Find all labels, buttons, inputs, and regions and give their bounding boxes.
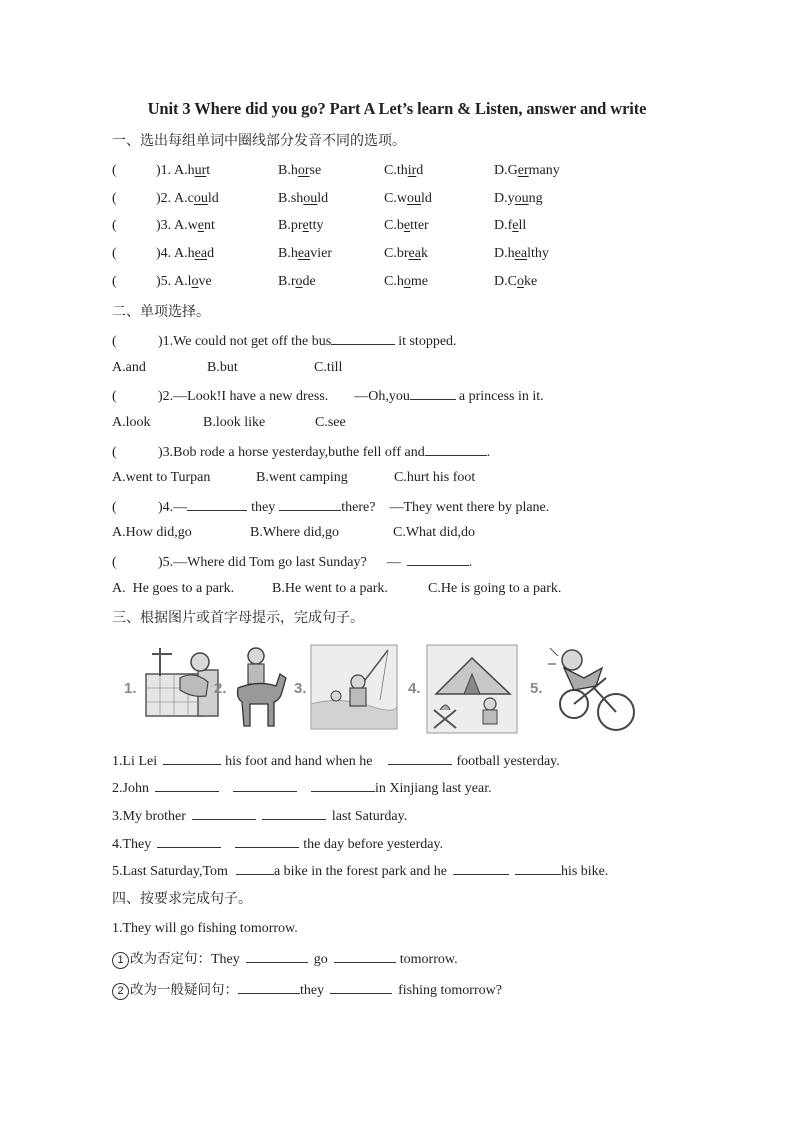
option-b — [278, 272, 316, 292]
answer-blank[interactable] — [330, 979, 392, 994]
option-c — [384, 161, 423, 181]
marked-letters: o — [516, 274, 524, 289]
horse-riding-illustration — [230, 644, 290, 732]
circled-number-1: 1 — [112, 952, 129, 969]
word-part: ll — [518, 218, 527, 233]
word-part: ld — [317, 191, 329, 206]
option-a — [174, 189, 219, 209]
marked-letters: ou — [303, 191, 318, 206]
picture-number: 2. — [214, 680, 227, 697]
word-part: C.b — [384, 218, 404, 233]
option-c — [384, 244, 428, 264]
marked-letters: ir — [407, 163, 417, 178]
word-part: B.h — [278, 163, 298, 178]
word-part: nt — [203, 218, 215, 233]
negative-form-line: 1 改为否定句：They go tomorrow. — [112, 948, 458, 968]
word-part: many — [528, 163, 560, 178]
answer-blank[interactable] — [311, 777, 375, 792]
answer-blank[interactable] — [236, 860, 274, 875]
question-number: )2. — [156, 191, 172, 206]
answer-blank[interactable] — [410, 385, 456, 400]
picture-number: 4. — [408, 680, 421, 697]
word-part: B.h — [278, 246, 298, 261]
word-part: D.h — [494, 246, 515, 261]
option-b — [278, 189, 328, 209]
marked-letters: o — [295, 274, 303, 289]
word-part: C.h — [384, 274, 404, 289]
option-d — [494, 272, 537, 292]
marked-letters: o — [191, 274, 199, 289]
option-d — [494, 216, 526, 236]
word-part: ve — [198, 274, 212, 289]
word-part: ng — [528, 191, 543, 206]
camping-illustration — [426, 644, 518, 734]
option-c — [384, 189, 432, 209]
mc-question-3: ( )3.Bob rode a horse yesterday,buthe fell off and . — [112, 441, 490, 461]
marked-letters: o — [403, 274, 411, 289]
marked-letters: ea — [297, 246, 311, 261]
marked-letters: e — [302, 218, 309, 233]
word-part: C.th — [384, 163, 408, 178]
marked-letters: ou — [193, 191, 208, 206]
answer-blank[interactable] — [279, 496, 341, 511]
word-part: tter — [410, 218, 429, 233]
answer-blank[interactable] — [187, 496, 247, 511]
word-part: se — [309, 163, 322, 178]
option-b — [278, 161, 321, 181]
marked-letters: e — [512, 218, 519, 233]
answer-blank[interactable] — [155, 777, 219, 792]
option-a — [174, 244, 214, 264]
word-part: B.r — [278, 274, 296, 289]
circled-number-2: 2 — [112, 983, 129, 1000]
answer-blank[interactable] — [331, 330, 395, 345]
mc-question-5: ( )5.—Where did Tom go last Sunday? — . — [112, 551, 472, 571]
word-part: d — [416, 163, 424, 178]
answer-blank[interactable] — [157, 833, 221, 848]
word-part: D.f — [494, 218, 513, 233]
word-part: ld — [207, 191, 219, 206]
word-part: ke — [523, 274, 538, 289]
marked-letters: ea — [194, 246, 208, 261]
page-title: Unit 3 Where did you go? Part A Let’s learn & Listen, answer and write — [147, 99, 647, 118]
option-a — [174, 161, 210, 181]
answer-paren[interactable]: ( — [112, 246, 117, 261]
marked-letters: ea — [408, 246, 421, 261]
answer-paren[interactable]: ( — [112, 274, 117, 289]
question-number: )5. — [156, 274, 172, 289]
option-b — [278, 244, 332, 264]
answer-blank[interactable] — [334, 948, 396, 963]
option-d — [494, 244, 549, 264]
word-part: vier — [310, 246, 333, 261]
section1-heading: 一、选出每组单词中圈线部分发音不同的选项。 — [112, 133, 406, 149]
answer-blank[interactable] — [388, 750, 452, 765]
answer-paren[interactable]: ( — [112, 191, 117, 206]
fishing-illustration — [310, 644, 398, 730]
answer-paren[interactable]: ( — [112, 218, 117, 233]
picture-number: 1. — [124, 680, 137, 697]
word-part: tty — [308, 218, 324, 233]
option-d — [494, 161, 560, 181]
mc-question-1: ( )1.We could not get off the bus it stopped. — [112, 330, 457, 350]
marked-letters: e — [197, 218, 204, 233]
marked-letters: er — [517, 163, 529, 178]
section4-heading: 四、按要求完成句子。 — [112, 891, 252, 907]
marked-letters: ou — [514, 191, 529, 206]
fill-sentence-4: 4.They the day before yesterday. — [112, 833, 443, 853]
answer-blank[interactable] — [246, 948, 308, 963]
answer-blank[interactable] — [515, 860, 561, 875]
word-part: D.C — [494, 274, 517, 289]
marked-letters: ea — [514, 246, 528, 261]
fill-sentence-2: 2.John in Xinjiang last year. — [112, 777, 492, 797]
option-a — [174, 272, 212, 292]
word-part: A.h — [174, 163, 195, 178]
answer-paren[interactable]: ( — [112, 163, 117, 178]
question-number: )4. — [156, 246, 172, 261]
section2-heading: 二、单项选择。 — [112, 304, 210, 320]
word-part: C.br — [384, 246, 409, 261]
word-part: ld — [420, 191, 432, 206]
word-part: D.G — [494, 163, 518, 178]
word-part: B.pr — [278, 218, 303, 233]
section3-heading: 三、根据图片或首字母提示，完成句子。 — [112, 610, 364, 626]
answer-blank[interactable] — [407, 551, 469, 566]
marked-letters: e — [403, 218, 411, 233]
word-part: C.w — [384, 191, 407, 206]
answer-blank[interactable] — [262, 805, 326, 820]
bed-illustration — [144, 644, 222, 724]
word-part: D.y — [494, 191, 515, 206]
marked-letters: ur — [194, 163, 207, 178]
answer-blank[interactable] — [163, 750, 221, 765]
question-form-line: 2 改为一般疑问句： they fishing tomorrow? — [112, 979, 502, 999]
picture-number: 3. — [294, 680, 307, 697]
word-part: A.h — [174, 246, 195, 261]
answer-blank[interactable] — [425, 441, 487, 456]
answer-blank[interactable] — [233, 777, 297, 792]
answer-blank[interactable] — [235, 833, 299, 848]
word-part: B.sh — [278, 191, 304, 206]
word-part: d — [207, 246, 215, 261]
picture-number: 5. — [530, 680, 543, 697]
option-c — [384, 272, 428, 292]
word-part: lthy — [527, 246, 549, 261]
word-part: A.w — [174, 218, 198, 233]
mc-question-4: ( )4.— they there? —They went there by plane. — [112, 496, 549, 516]
marked-letters: or — [297, 163, 310, 178]
question-number: )1. — [156, 163, 172, 178]
option-a — [174, 216, 215, 236]
answer-blank[interactable] — [238, 979, 300, 994]
fill-sentence-1: 1.Li Lei his foot and hand when he football yesterday. — [112, 750, 560, 770]
option-b — [278, 216, 324, 236]
word-part: k — [420, 246, 428, 261]
transform-sentence: 1.They will go fishing tomorrow. — [112, 921, 298, 936]
answer-blank[interactable] — [453, 860, 509, 875]
mc-question-2: ( )2.—Look!I have a new dress. —Oh,you a princess in it. — [112, 385, 544, 405]
answer-blank[interactable] — [192, 805, 256, 820]
fill-sentence-3: 3.My brother last Saturday. — [112, 805, 407, 825]
bike-fall-illustration — [544, 638, 652, 738]
word-part: me — [410, 274, 428, 289]
question-number: )3. — [156, 218, 172, 233]
fill-sentence-5: 5.Last Saturday,Tom a bike in the forest park and he his bike. — [112, 860, 608, 880]
marked-letters: ou — [406, 191, 421, 206]
word-part: A.c — [174, 191, 194, 206]
picture-strip — [118, 644, 658, 739]
word-part: A.l — [174, 274, 192, 289]
worksheet-page: Unit 3 Where did you go? Part A Let’s learn & Listen, answer and write 一、选出每组单词中圈线部分发音不同的选项。 ( )1. A.hurt B.horse C.third D.Germany ( )2. A.could B.should C.would D.young ( )3. A.went B.pretty C.better D.fell ( )4. A.head B.heavier C.break D.healthy ( )5. A.love B.rode C.home D.Coke 二、单项选择。 ( )1.We could not get off the bus it stopped. A.and B.but C.till ( )2.—Look!I have a new dress. —Oh,you a princess in it. A.look B.look like C.see ( )3.Bob rode a horse yesterday,buthe fell off and . A.went to Turpan B.went camping C.hurt his foot ( )4.— they there? —They went there by plane. A.How did,go B.Where did,go C.What did,do ( )5.—Where did Tom go last Sunday? — . A. He goes to a park. B.He went to a park. C.He is going to a park. 三、根据图片或首字母提示，完成句子。 1. 2. 3. 4. 5. 1.Li Lei his foot and hand when he football yesterday. 2.John in Xinjiang last year. 3.My brother last Saturday. 4.They the day before yesterday. 5.Last Saturday,Tom a bike in the forest park and he his bike. 四、按要求完成句子。 1.They will go fishing tomorrow. 1 改为否定句：They go tomorrow. 2 改为一般疑问句： they fishing tomorrow? — [0, 0, 794, 1123]
option-c — [384, 216, 429, 236]
word-part: t — [206, 163, 211, 178]
option-d — [494, 189, 543, 209]
word-part: de — [302, 274, 316, 289]
